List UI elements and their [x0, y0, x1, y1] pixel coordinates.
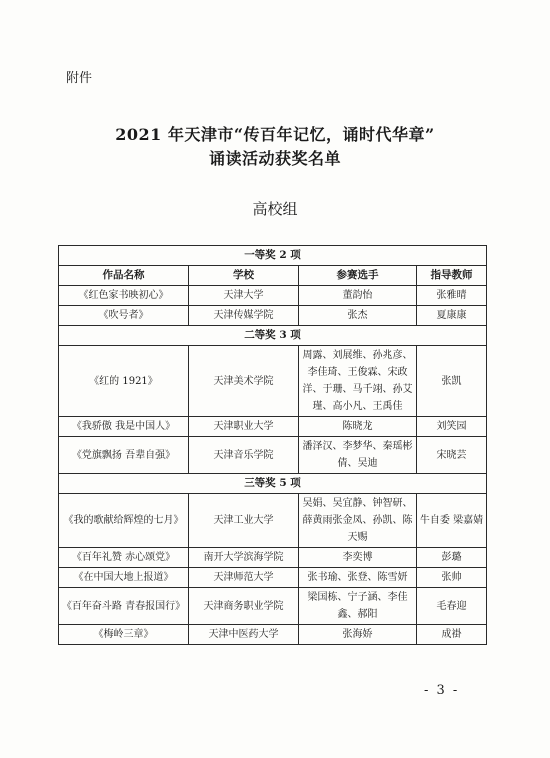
participants-cell: 张杰 [299, 306, 417, 326]
teacher-cell: 张帅 [417, 568, 487, 588]
header-work: 作品名称 [59, 266, 189, 286]
section-title: 二等奖 3 项 [59, 326, 487, 346]
work-cell: 《百年礼赞 赤心颂党》 [59, 548, 189, 568]
school-cell: 天津师范大学 [189, 568, 299, 588]
table-row [59, 568, 487, 588]
document-title-line1: 2021 年天津市“传百年记忆，诵时代华章” [115, 125, 435, 144]
teacher-cell: 成褂 [417, 625, 487, 645]
school-cell: 南开大学滨海学院 [189, 548, 299, 568]
work-cell: 《我的歌献给辉煌的七月》 [59, 494, 189, 548]
school-cell: 天津传媒学院 [189, 306, 299, 326]
school-cell: 天津美术学院 [189, 346, 299, 417]
header-participants: 参赛选手 [299, 266, 417, 286]
section-title: 三等奖 5 项 [59, 474, 487, 494]
group-heading: 高校组 [252, 200, 298, 218]
section-row [59, 474, 487, 494]
work-cell: 《百年奋斗路 青春报国行》 [59, 588, 189, 625]
table-row [59, 437, 487, 474]
work-cell: 《我骄傲 我是中国人》 [59, 417, 189, 437]
section-title: 一等奖 2 项 [59, 246, 487, 266]
school-cell: 天津商务职业学院 [189, 588, 299, 625]
participants-cell: 潘泽汉、李梦华、秦瑶彬倩、吴迪 [299, 437, 417, 474]
section-row [59, 246, 487, 266]
table-row [59, 417, 487, 437]
page-number: - 3 - [424, 683, 460, 698]
participants-cell: 李奕博 [299, 548, 417, 568]
teacher-cell: 刘笑园 [417, 417, 487, 437]
participants-cell: 董韵怡 [299, 286, 417, 306]
work-cell: 《在中国大地上报道》 [59, 568, 189, 588]
work-cell: 《梅岭三章》 [59, 625, 189, 645]
teacher-cell: 毛春迎 [417, 588, 487, 625]
school-cell: 天津职业大学 [189, 417, 299, 437]
table-row [59, 625, 487, 645]
table-row [59, 494, 487, 548]
work-cell: 《红的 1921》 [59, 346, 189, 417]
participants-cell: 陈晓龙 [299, 417, 417, 437]
teacher-cell: 夏康康 [417, 306, 487, 326]
teacher-cell: 彭璐 [417, 548, 487, 568]
header-school: 学校 [189, 266, 299, 286]
teacher-cell: 张雅晴 [417, 286, 487, 306]
work-cell: 《吹号者》 [59, 306, 189, 326]
work-cell: 《党旗飘扬 吾辈自强》 [59, 437, 189, 474]
awards-table [58, 245, 487, 645]
participants-cell: 张书瑜、张登、陈雪妍 [299, 568, 417, 588]
table-row [59, 286, 487, 306]
school-cell: 天津音乐学院 [189, 437, 299, 474]
table-row [59, 346, 487, 417]
participants-cell: 吴娟、吴宜静、钟智研、薛黄雨张金凤、孙凯、陈天赐 [299, 494, 417, 548]
participants-cell: 梁国栋、宁子涵、李佳鑫、郝阳 [299, 588, 417, 625]
section-row [59, 326, 487, 346]
header-row [59, 266, 487, 286]
participants-cell: 张海娇 [299, 625, 417, 645]
teacher-cell: 张凯 [417, 346, 487, 417]
header-teacher: 指导教师 [417, 266, 487, 286]
work-cell: 《红色家书映初心》 [59, 286, 189, 306]
document-title-line2: 诵读活动获奖名单 [208, 149, 341, 168]
table-row [59, 306, 487, 326]
school-cell: 天津中医药大学 [189, 625, 299, 645]
table-row [59, 548, 487, 568]
teacher-cell: 宋晓芸 [417, 437, 487, 474]
table-row [59, 588, 487, 625]
school-cell: 天津大学 [189, 286, 299, 306]
school-cell: 天津工业大学 [189, 494, 299, 548]
teacher-cell: 牛自委 梁嘉婧 [417, 494, 487, 548]
participants-cell: 周露、刘展维、孙兆彦、李佳琦、王俊霖、宋政洋、于珊、马千翊、孙艾瑾、高小凡、王禹佳 [299, 346, 417, 417]
attachment-label: 附件 [66, 71, 93, 86]
